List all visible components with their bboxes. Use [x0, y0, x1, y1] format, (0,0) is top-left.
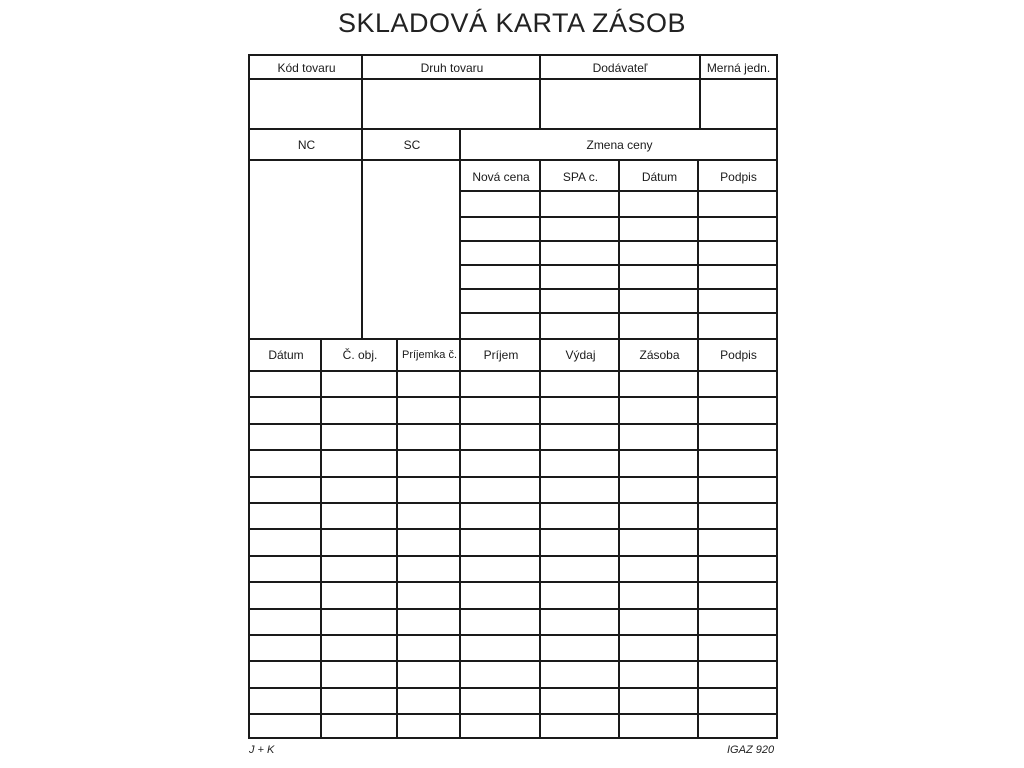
label-zmena-datum: Dátum [641, 170, 678, 184]
zmena-row-line [461, 288, 776, 290]
footer-right: IGAZ 920 [727, 744, 775, 756]
label-ledger-podpis: Podpis [720, 348, 757, 362]
label-prijem: Príjem [483, 348, 519, 362]
stock-card-form [248, 54, 778, 739]
footer-left: J + K [249, 744, 275, 756]
column-line [361, 128, 363, 338]
ledger-row-line [250, 423, 776, 425]
field-merna-jedn[interactable] [701, 80, 776, 130]
label-spa-c: SPA c. [562, 170, 599, 184]
ledger-row-line [250, 634, 776, 636]
label-druh-tovaru: Druh tovaru [420, 61, 484, 75]
column-line [459, 128, 461, 338]
ledger-row-line [250, 396, 776, 398]
field-nc[interactable] [250, 161, 361, 338]
label-vydaj: Výdaj [565, 348, 596, 362]
label-zasoba: Zásoba [639, 348, 680, 362]
form-title: SKLADOVÁ KARTA ZÁSOB [337, 8, 687, 38]
column-line [320, 338, 322, 739]
column-line [539, 54, 541, 130]
frame-right [776, 54, 778, 739]
label-prijemka-c: Príjemka č. [401, 349, 457, 361]
ledger-row-line [250, 687, 776, 689]
field-dodavatel[interactable] [543, 80, 699, 130]
field-sc[interactable] [365, 161, 459, 338]
label-c-obj: Č. obj. [342, 348, 378, 362]
label-sc: SC [403, 138, 421, 152]
column-line [699, 54, 701, 130]
ledger-header-rule [248, 370, 778, 372]
column-line [361, 54, 363, 130]
column-line [539, 338, 541, 739]
zmena-row-line [461, 216, 776, 218]
ledger-row-line [250, 502, 776, 504]
column-line [697, 338, 699, 739]
field-druh-tovaru[interactable] [365, 80, 541, 130]
column-line [618, 338, 620, 739]
ledger-row-line [250, 713, 776, 715]
ledger-row-line [250, 476, 776, 478]
label-zmena-ceny: Zmena ceny [586, 138, 653, 152]
zmena-row-line [461, 264, 776, 266]
zmena-row-line [461, 312, 776, 314]
column-line [459, 338, 461, 739]
label-ledger-datum: Dátum [268, 348, 304, 362]
ledger-row-line [250, 528, 776, 530]
zmena-row-line [461, 240, 776, 242]
column-line [396, 338, 398, 739]
label-dodavatel: Dodávateľ [592, 61, 648, 75]
ledger-row-line [250, 555, 776, 557]
ledger-row-line [250, 608, 776, 610]
label-kod-tovaru: Kód tovaru [277, 61, 336, 75]
ledger-row-line [250, 581, 776, 583]
ledger-row-line [250, 449, 776, 451]
label-nc: NC [297, 138, 316, 152]
label-nova-cena: Nová cena [472, 170, 530, 184]
field-kod-tovaru[interactable] [250, 80, 363, 130]
label-zmena-podpis: Podpis [720, 170, 757, 184]
label-merna-jedn: Merná jedn. [706, 61, 771, 75]
ledger-row-line [250, 660, 776, 662]
